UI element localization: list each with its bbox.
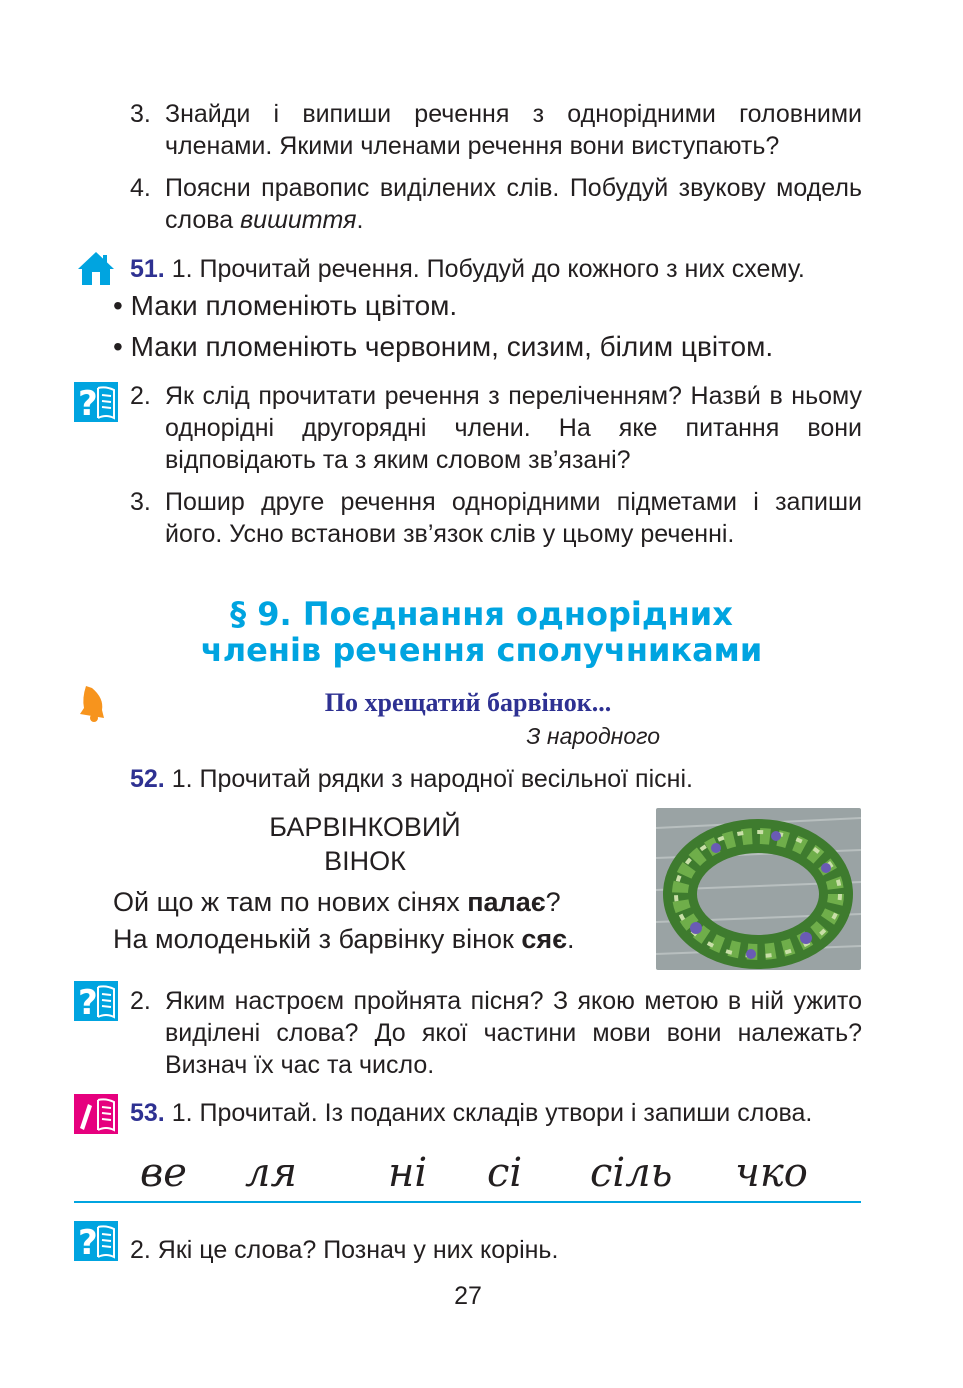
question-book-icon	[74, 981, 118, 1021]
task-52-line: 52. 1. Прочитай рядки з народної весільної пісні.	[130, 765, 693, 793]
bullet-sentence-1: • Маки пломеніють цвітом.	[113, 290, 458, 321]
task-53-line: 53. 1. Прочитай. Із поданих складів утвори і запиши слова.	[130, 1099, 813, 1127]
question-book-icon	[74, 382, 118, 422]
song-title-2: ВІНОК	[324, 846, 406, 876]
svg-text:?: ?	[78, 1223, 98, 1261]
home-icon	[77, 250, 115, 286]
section-heading-line-1: § 9. Поєднання однорідних	[230, 595, 733, 633]
syllable: сі	[487, 1150, 523, 1196]
writing-baseline	[74, 1201, 861, 1203]
writing-book-icon	[74, 1094, 118, 1134]
section-heading-line-2: членів речення сполучниками	[200, 631, 763, 669]
task-number: 53.	[130, 1099, 165, 1127]
bullet-sentence-2: • Маки пломеніють червоним, сизим, білим цвітом.	[113, 331, 774, 362]
syllable: ве	[140, 1150, 187, 1196]
svg-text:?: ?	[78, 384, 98, 422]
item-52-2: 2. Яким настроєм пройнята пісня? З якою метою в ній ужито виділені слова? До якої частини мови вони належать? Визнач їх час та число.	[130, 987, 862, 1079]
syllable: ні	[388, 1150, 428, 1196]
item-4: 4. Поясни правопис виділених слів. Побудуй звукову модель слова вишиття.	[130, 174, 862, 234]
song-title-1: БАРВІНКОВИЙ	[269, 812, 461, 842]
item-53-2: 2. Які це слова? Познач у них корінь.	[130, 1236, 559, 1264]
svg-text:?: ?	[78, 983, 98, 1021]
poem-title: По хрещатий барвінок...	[324, 688, 612, 717]
task-51-line: 51. 1. Прочитай речення. Побудуй до кожного з них схему.	[130, 255, 805, 283]
poem-source: З народного	[526, 723, 660, 749]
song-line-2: На молоденькій з барвінку вінок сяє.	[113, 924, 575, 954]
syllable: ля	[245, 1150, 297, 1196]
item-51-3: 3. Пошир друге речення однорідними підметами і запиши його. Усно встанови зв’язок слів у цьому реченні.	[130, 488, 862, 548]
periwinkle-wreath-photo	[656, 808, 861, 970]
item-51-2: 2. Як слід прочитати речення з переліченням? Назви́ в ньому однорідні другорядні члени. На яке питання вони відповідають та з яким словом зв’язані?	[130, 382, 862, 474]
page-number: 27	[454, 1282, 482, 1310]
task-number: 52.	[130, 765, 165, 793]
syllable: чко	[735, 1150, 808, 1196]
syllable: сіль	[590, 1150, 673, 1196]
task-number: 51.	[130, 255, 165, 283]
item-3: 3. Знайди і випиши речення з однорідними головними членами. Якими членами речення вони виступають?	[130, 100, 862, 160]
song-line-1: Ой що ж там по нових сінях палає?	[113, 887, 561, 917]
question-book-icon	[74, 1221, 118, 1261]
